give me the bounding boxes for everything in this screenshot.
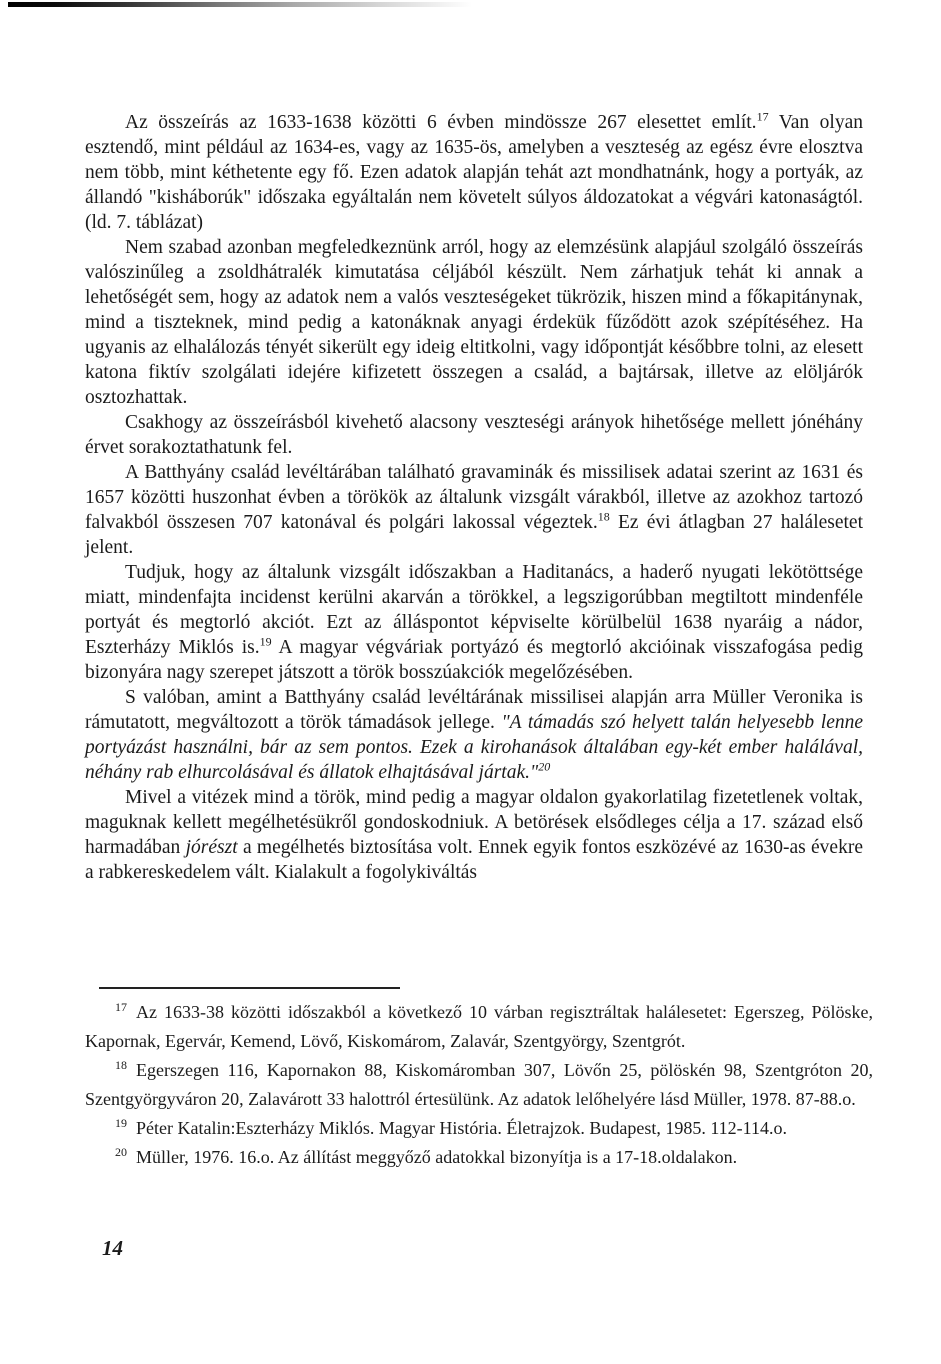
footnote-ref: 18: [597, 509, 610, 524]
footnote-marker: 18: [115, 1058, 127, 1072]
text-run: a megélhetés biztosítása volt. Ennek egyik fontos eszközévé az 1630-as évekre a rabkereskedelem vált. Kialakult a fogolykiváltás: [85, 837, 863, 883]
paragraph: [85, 410, 863, 460]
text-run: Csakhogy az összeírásból kivehető alacsony veszteségi arányok hihetősége mellett jónéhány érvet sorakoztathatunk fel.: [85, 412, 863, 458]
page-number: 14: [102, 1236, 123, 1260]
footnote-marker: 17: [115, 1000, 127, 1014]
footnote-text: Müller, 1976. 16.o. Az állítást meggyőző adatokkal bizonyítja is a 17-18.oldalakon.: [136, 1147, 738, 1167]
text-run: A magyar végváriak portyázó és megtorló akcióinak visszafogása pedig bizonyára nagy szerepet játszott a török bosszúakciók megelőzésében.: [85, 637, 863, 683]
text-run: jórészt: [185, 837, 238, 858]
footnote-item: [85, 1114, 873, 1143]
footnotes-section: [85, 998, 873, 1172]
text-run: "A támadás szó helyett talán helyesebb lenne portyázást használni, bár az sem pontos. Ezek a kirohanások általában egy-két ember halálával, néhány rab elhurcolásával és állatok elhajtásával jártak.": [85, 712, 864, 783]
footnote-ref: 19: [259, 634, 272, 649]
paragraph: [85, 110, 863, 235]
footnote-item: [85, 1143, 873, 1172]
footnote-text: Péter Katalin:Eszterházy Miklós. Magyar História. Életrajzok. Budapest, 1985. 112-114.o.: [136, 1118, 788, 1138]
footnote-item: [85, 998, 873, 1056]
scan-artifact-line: [8, 2, 472, 7]
text-run: Mivel a vitézek mind a török, mind pedig a magyar oldalon gyakorlatilag fizetetlenek voltak, maguknak kellett megélhetésükről gondoskodniuk. A betörések elsődleges célja a 17. század első harmadában: [85, 787, 863, 858]
footnote-text: Egerszegen 116, Kapornakon 88, Kiskomáromban 307, Lövőn 25, pölöskén 98, Szentgróton 20, Szentgyörgyváron 20, Zalavárott 33 halottról értesülünk. Az adatok lelőhelyére lásd Müller, 1978. 87-88.o.: [85, 1060, 873, 1109]
footnote-item: [85, 1056, 873, 1114]
paragraph: [85, 235, 863, 410]
text-run: S valóban, amint a Batthyány család levéltárának missilisei alapján arra Müller Veronika is rámutatott, megváltozott a török támadások jellege.: [85, 687, 863, 733]
text-run: Ez évi átlagban 27 halálesetet jelent.: [85, 512, 863, 558]
paragraph: [85, 785, 863, 885]
paragraph: [85, 685, 863, 785]
text-run: A Batthyány család levéltárában található gravaminák és missilisek adatai szerint az 1631 és 1657 közötti huszonhat évben a törökök az általunk vizsgált várakból, illetve az azokhoz tartozó falvakból összesen 707 katonával és polgári lakossal végeztek.: [85, 462, 863, 533]
paragraph: [85, 560, 863, 685]
text-run: Van olyan esztendő, mint például az 1634-es, vagy az 1635-ös, amelyben a veszteség az egész évre elosztva nem több, mint kéthetente egy fő. Ezen adatok alapján tehát azt mondhatnánk, hogy a portyák, az állandó "kisháborúk" időszaka egyáltalán nem követelt súlyos áldozatokat a végvári katonaságtól.(ld. 7. táblázat): [85, 112, 864, 233]
footnote-separator-rule: [99, 987, 400, 989]
text-run: Az összeírás az 1633-1638 közötti 6 évben mindössze 267 elesettet említ.: [125, 112, 757, 133]
paragraph: [85, 460, 863, 560]
footnote-ref: 20: [538, 759, 551, 774]
body-text: [85, 110, 863, 885]
footnote-marker: 19: [115, 1116, 127, 1130]
footnote-ref: 17: [756, 109, 769, 124]
footnote-text: Az 1633-38 közötti időszakból a következő 10 várban regisztráltak halálesetet: Egerszeg, Pölöske, Kapornak, Egervár, Kemend, Lövő, Kiskomárom, Zalavár, Szentgyörgy, Szentgrót.: [85, 1002, 873, 1051]
text-run: Nem szabad azonban megfeledkeznünk arról, hogy az elemzésünk alapjául szolgáló összeírás valószinűleg a zsoldhátralék kimutatása céljából készült. Nem zárhatjuk tehát ki annak a lehetőségét sem, hogy az adatok nem a valós veszteségeket tükrözik, hiszen mind a főkapitánynak, mind a tiszteknek, mind pedig a katonáknak anyagi érdekük fűződött azok szépítéséhez. Ha ugyanis az elhalálozás tényét sikerült egy ideig eltitkolni, vagy időpontját későbbre tolni, az elesett katona fiktív szolgálati idejére kifizetett összegen a család, a bajtársak, illetve az elöljárók osztozhattak.: [85, 237, 863, 408]
text-run: Tudjuk, hogy az általunk vizsgált időszakban a Haditanács, a haderő nyugati lekötöttsége miatt, mindenfajta incidenst kerülni akarván a törökkel, a legszigorúbban megtiltott mindenféle portyát és megtorló akciót. Ezt az álláspontot képviselte körülbelül 1638 nyaráig a nádor, Eszterházy Miklós is.: [85, 562, 863, 658]
footnote-marker: 20: [115, 1145, 127, 1159]
